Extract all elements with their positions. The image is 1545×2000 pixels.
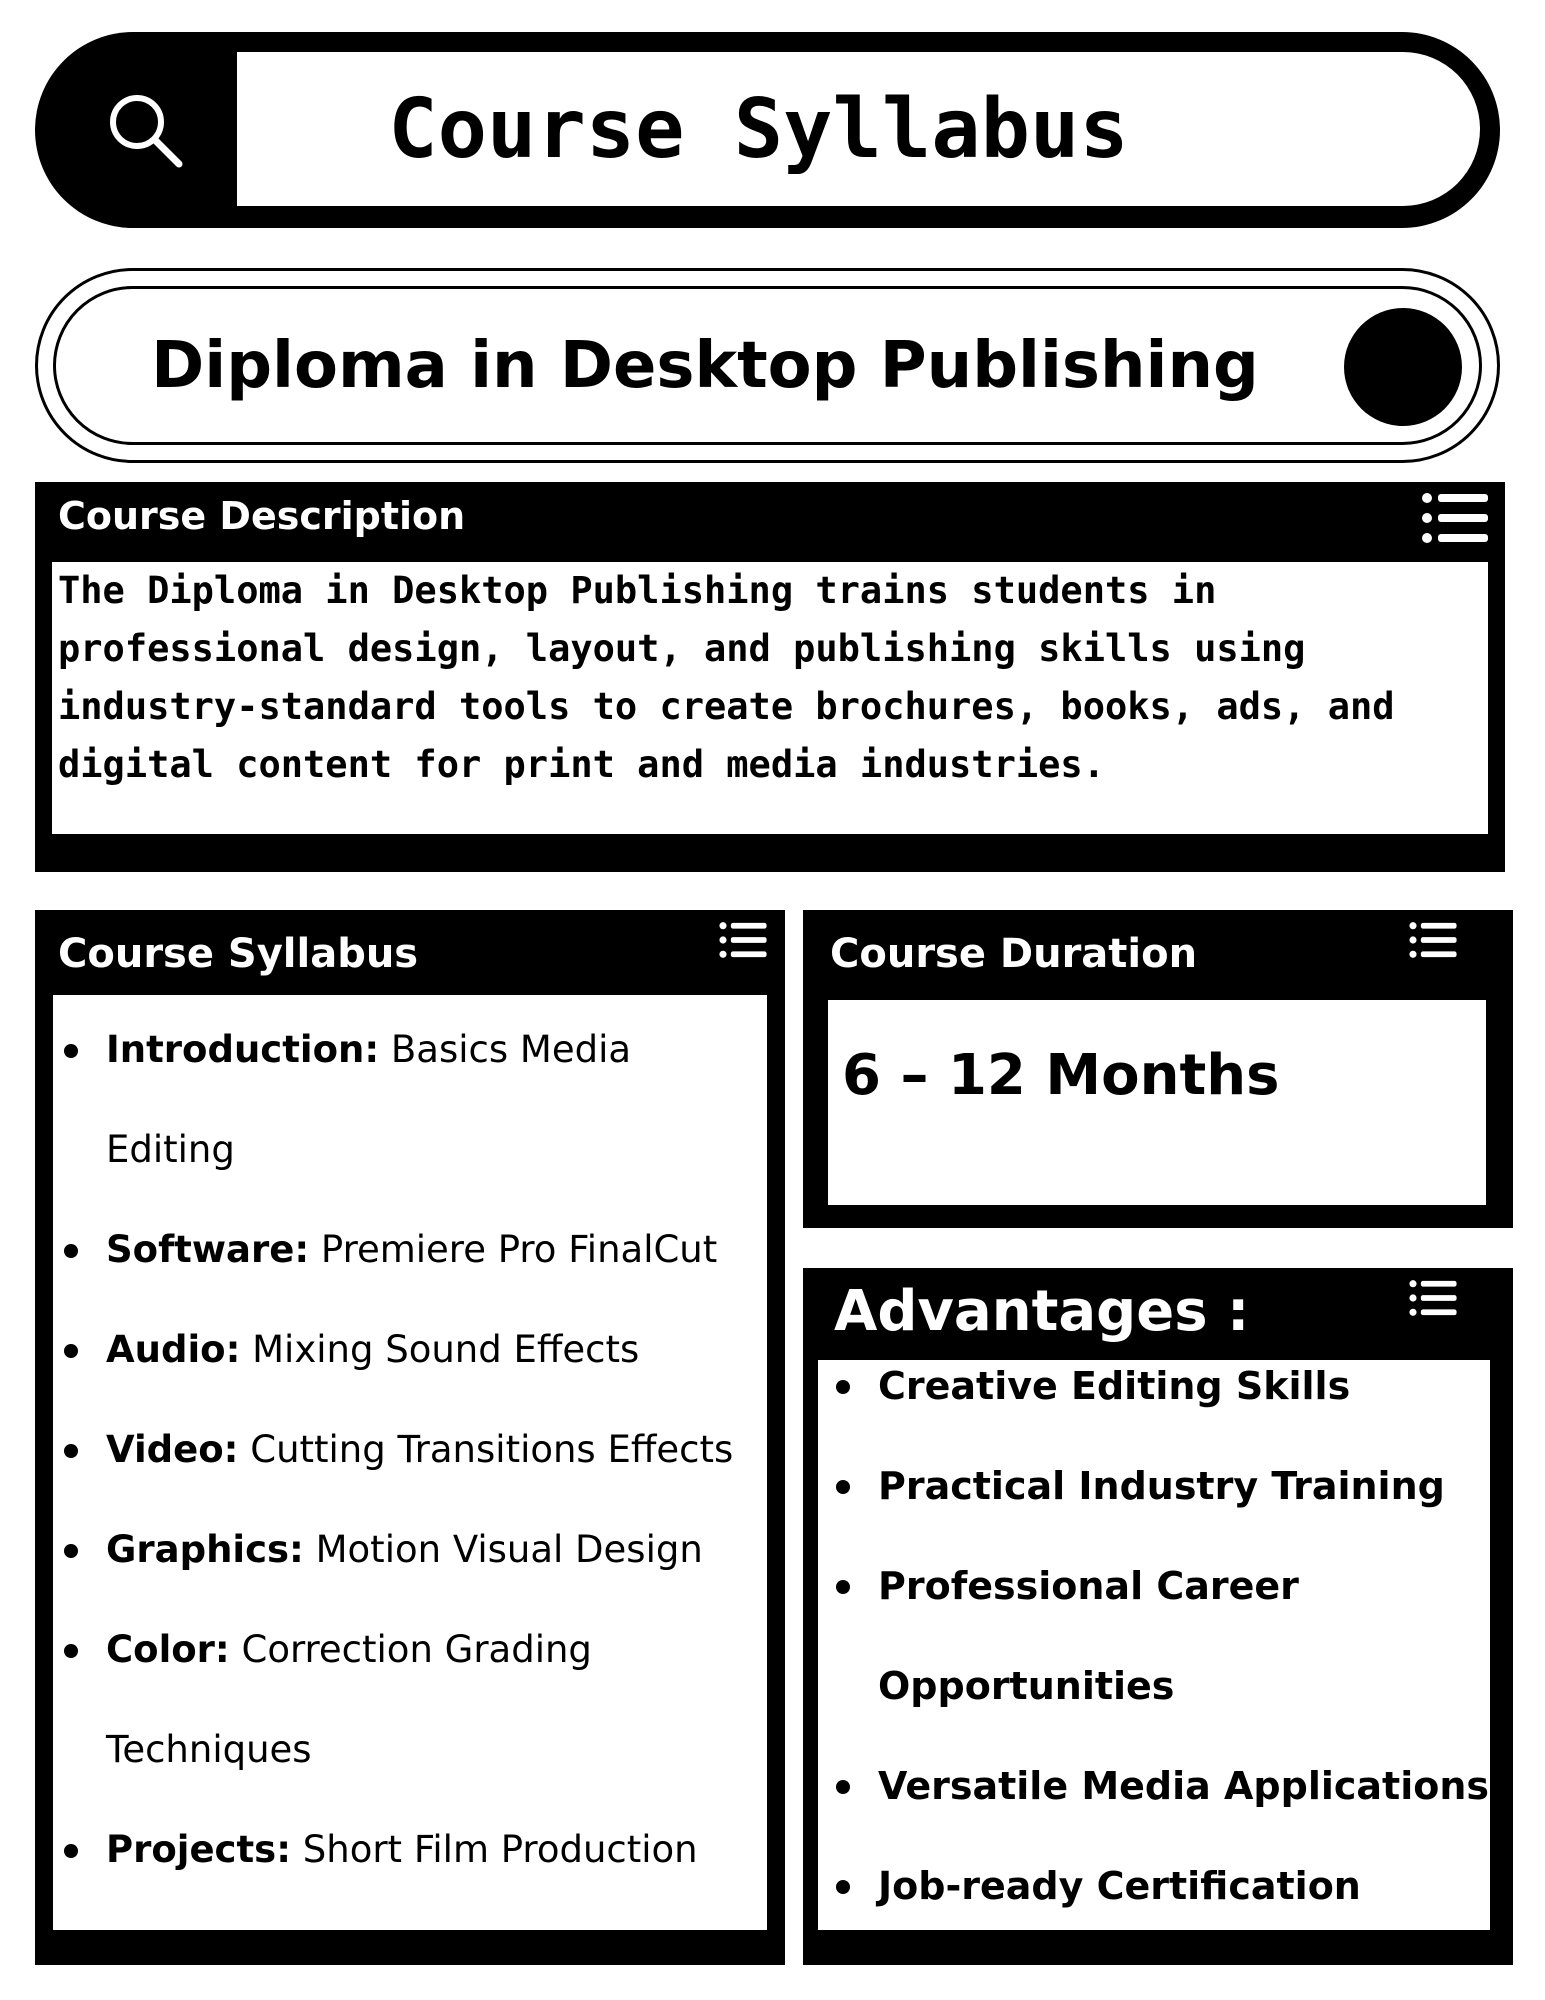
advantages-list <box>830 1336 1490 1936</box>
item-label: Projects: <box>106 1828 291 1871</box>
description-heading: Course Description <box>58 494 466 538</box>
item-text: Short Film Production <box>291 1828 698 1871</box>
page-title: Course Syllabus <box>388 81 1129 177</box>
list-item <box>58 1400 758 1500</box>
list-item: Job-ready Certification <box>830 1836 1490 1936</box>
list-menu-icon[interactable] <box>1408 1278 1458 1318</box>
item-text: Mixing Sound Effects <box>240 1328 640 1371</box>
item-text: Cutting Transitions Effects <box>238 1428 734 1471</box>
search-icon <box>105 90 185 170</box>
item-label: Color: <box>106 1628 230 1671</box>
item-label: Graphics: <box>106 1528 304 1571</box>
list-item <box>58 1600 758 1800</box>
course-title: Diploma in Desktop Publishing <box>151 328 1259 403</box>
item-label: Software: <box>106 1228 310 1271</box>
syllabus-list <box>58 1000 758 1900</box>
item-label: Video: <box>106 1428 239 1471</box>
item-text: Motion Visual Design <box>303 1528 703 1571</box>
item-text: Correction Grading Techniques <box>106 1628 592 1771</box>
item-text: Premiere Pro FinalCut <box>309 1228 718 1271</box>
duration-value: 6 – 12 Months <box>842 1043 1280 1108</box>
list-item <box>58 1200 758 1300</box>
item-text: Basics Media Editing <box>106 1028 632 1171</box>
list-menu-icon[interactable] <box>1420 490 1490 546</box>
list-menu-icon[interactable] <box>718 920 768 960</box>
list-item: Versatile Media Applications <box>830 1736 1490 1836</box>
list-menu-icon[interactable] <box>1408 920 1458 960</box>
description-text: The Diploma in Desktop Publishing trains students in professional design, layout, and publishing skills using industry-standard tools to create brochures, books, ads, and digital content for print and media industries. <box>58 569 1395 786</box>
item-label: Introduction: <box>106 1028 380 1071</box>
item-label: Audio: <box>106 1328 241 1371</box>
list-item: Creative Editing Skills <box>830 1336 1490 1436</box>
advantages-heading: Advantages : <box>834 1279 1250 1344</box>
list-item: Professional Career Opportunities <box>830 1536 1490 1736</box>
list-item: Practical Industry Training <box>830 1436 1490 1536</box>
list-item <box>58 1000 758 1200</box>
list-item <box>58 1800 758 1900</box>
list-item <box>58 1500 758 1600</box>
decorative-dot <box>1344 308 1462 426</box>
duration-heading: Course Duration <box>830 931 1198 977</box>
syllabus-heading: Course Syllabus <box>58 931 419 977</box>
list-item <box>58 1300 758 1400</box>
